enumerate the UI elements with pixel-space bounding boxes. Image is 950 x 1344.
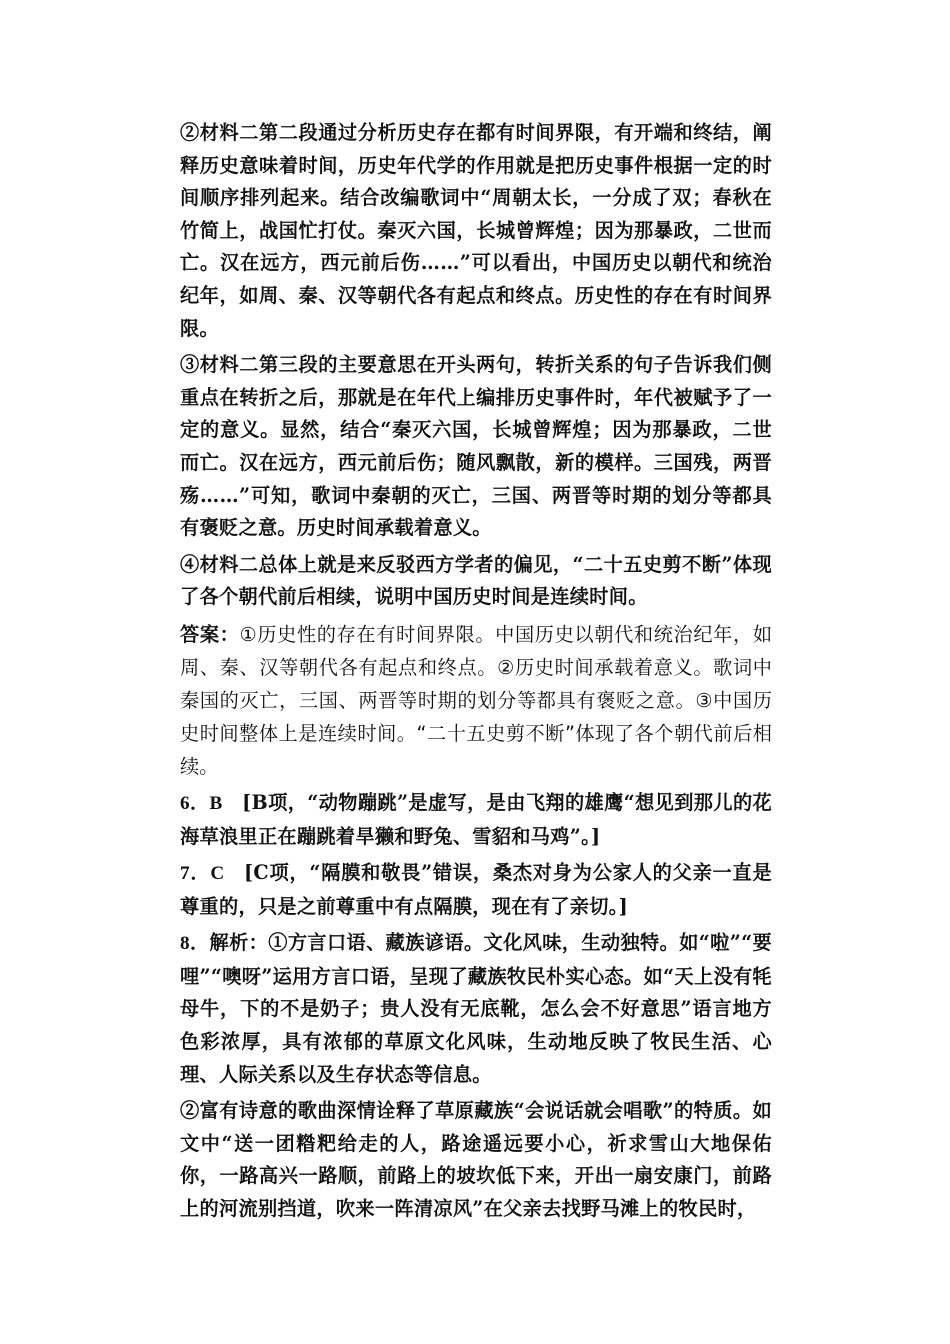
question-7-explanation: [C项，“隔膜和敬畏”错误，桑杰对身为公家人的父亲一直是尊重的，只是之前尊重中有点隔膜，现在有了亲切。] (180, 861, 772, 918)
question-8-number: 8． (180, 933, 210, 955)
question-8-point-2: ②富有诗意的歌曲深情诠释了草原藏族“会说话就会唱歌”的特质。如文中“送一团糌粑给走的人，路途遥远要小心，祈求雪山大地保佑你，一路高兴一路顺，前路上的坡坎低下来，开出一扇安康门，前路上的河流别挡道，吹来一阵清凉风”在父亲去找野马滩上的牧民时， (180, 1099, 772, 1221)
answer-text: ①历史性的存在有时间界限。中国历史以朝代和统治纪年，如周、秦、汉等朝代各有起点和终点。②历史时间承载着意义。歌词中秦国的灭亡，三国、两晋等时期的划分等都具有褒贬之意。③中国历史时间整体上是连续时间。“二十五史剪不断”体现了各个朝代前后相续。 (180, 622, 773, 778)
question-6 (180, 787, 772, 853)
analysis-paragraph-2: ②材料二第二段通过分析历史存在都有时间界限，有开端和终结，阐释历史意味着时间，历史年代学的作用就是把历史事件根据一定的时间顺序排列起来。结合改编歌词中“周朝太长，一分成了双；春秋在竹简上，战国忙打仗。秦灭六国，长城曾辉煌；因为那暴政，二世而亡。汉在远方，西元前后伤……”可以看出，中国历史以朝代和统治纪年，如周、秦、汉等朝代各有起点和终点。历史性的存在有时间界限。 (180, 121, 772, 340)
answer-paragraph (180, 618, 772, 783)
analysis-paragraph-4: ④材料二总体上就是来反驳西方学者的偏见，“二十五史剪不断”体现了各个朝代前后相续，说明中国历史时间是连续时间。 (180, 552, 772, 609)
question-7 (180, 857, 772, 923)
question-6-number: 6．B (180, 792, 223, 814)
answer-label: 答案： (180, 622, 240, 646)
question-7-number: 7．C (180, 863, 225, 885)
question-6-explanation: [B项，“动物蹦跳”是虚写，是由飞翔的雄鹰“想见到那儿的花海草浪里正在蹦跳着旱獭和野兔、雪貂和马鸡”。] (180, 790, 773, 848)
analysis-paragraph-3: ③材料二第三段的主要意思在开头两句，转折关系的句子告诉我们侧重点在转折之后，那就是在年代上编排历史事件时，年代被赋予了一定的意义。显然，结合“秦灭六国，长城曾辉煌；因为那暴政，二世而亡。汉在远方，西元前后伤；随风飘散，新的模样。三国残，两晋殇……”可知，歌词中秦朝的灭亡，三国、两晋等时期的划分等都具有褒贬之意。历史时间承载着意义。 (180, 353, 772, 540)
question-8-point-1: ①方言口语、藏族谚语。文化风味，生动独特。如“啦”“要哩”“噢呀”运用方言口语，呈现了藏族牧民朴实心态。如“天上没有牦母牛，下的不是奶子；贵人没有无底靴，怎么会不好意思”语言地方色彩浓厚，具有浓郁的草原文化风味，生动地反映了牧民生活、心理、人际关系以及生存状态等信息。 (180, 931, 772, 1086)
question-8-label: 解析： (209, 931, 269, 955)
question-8 (180, 927, 772, 1091)
document-page (180, 117, 772, 1226)
